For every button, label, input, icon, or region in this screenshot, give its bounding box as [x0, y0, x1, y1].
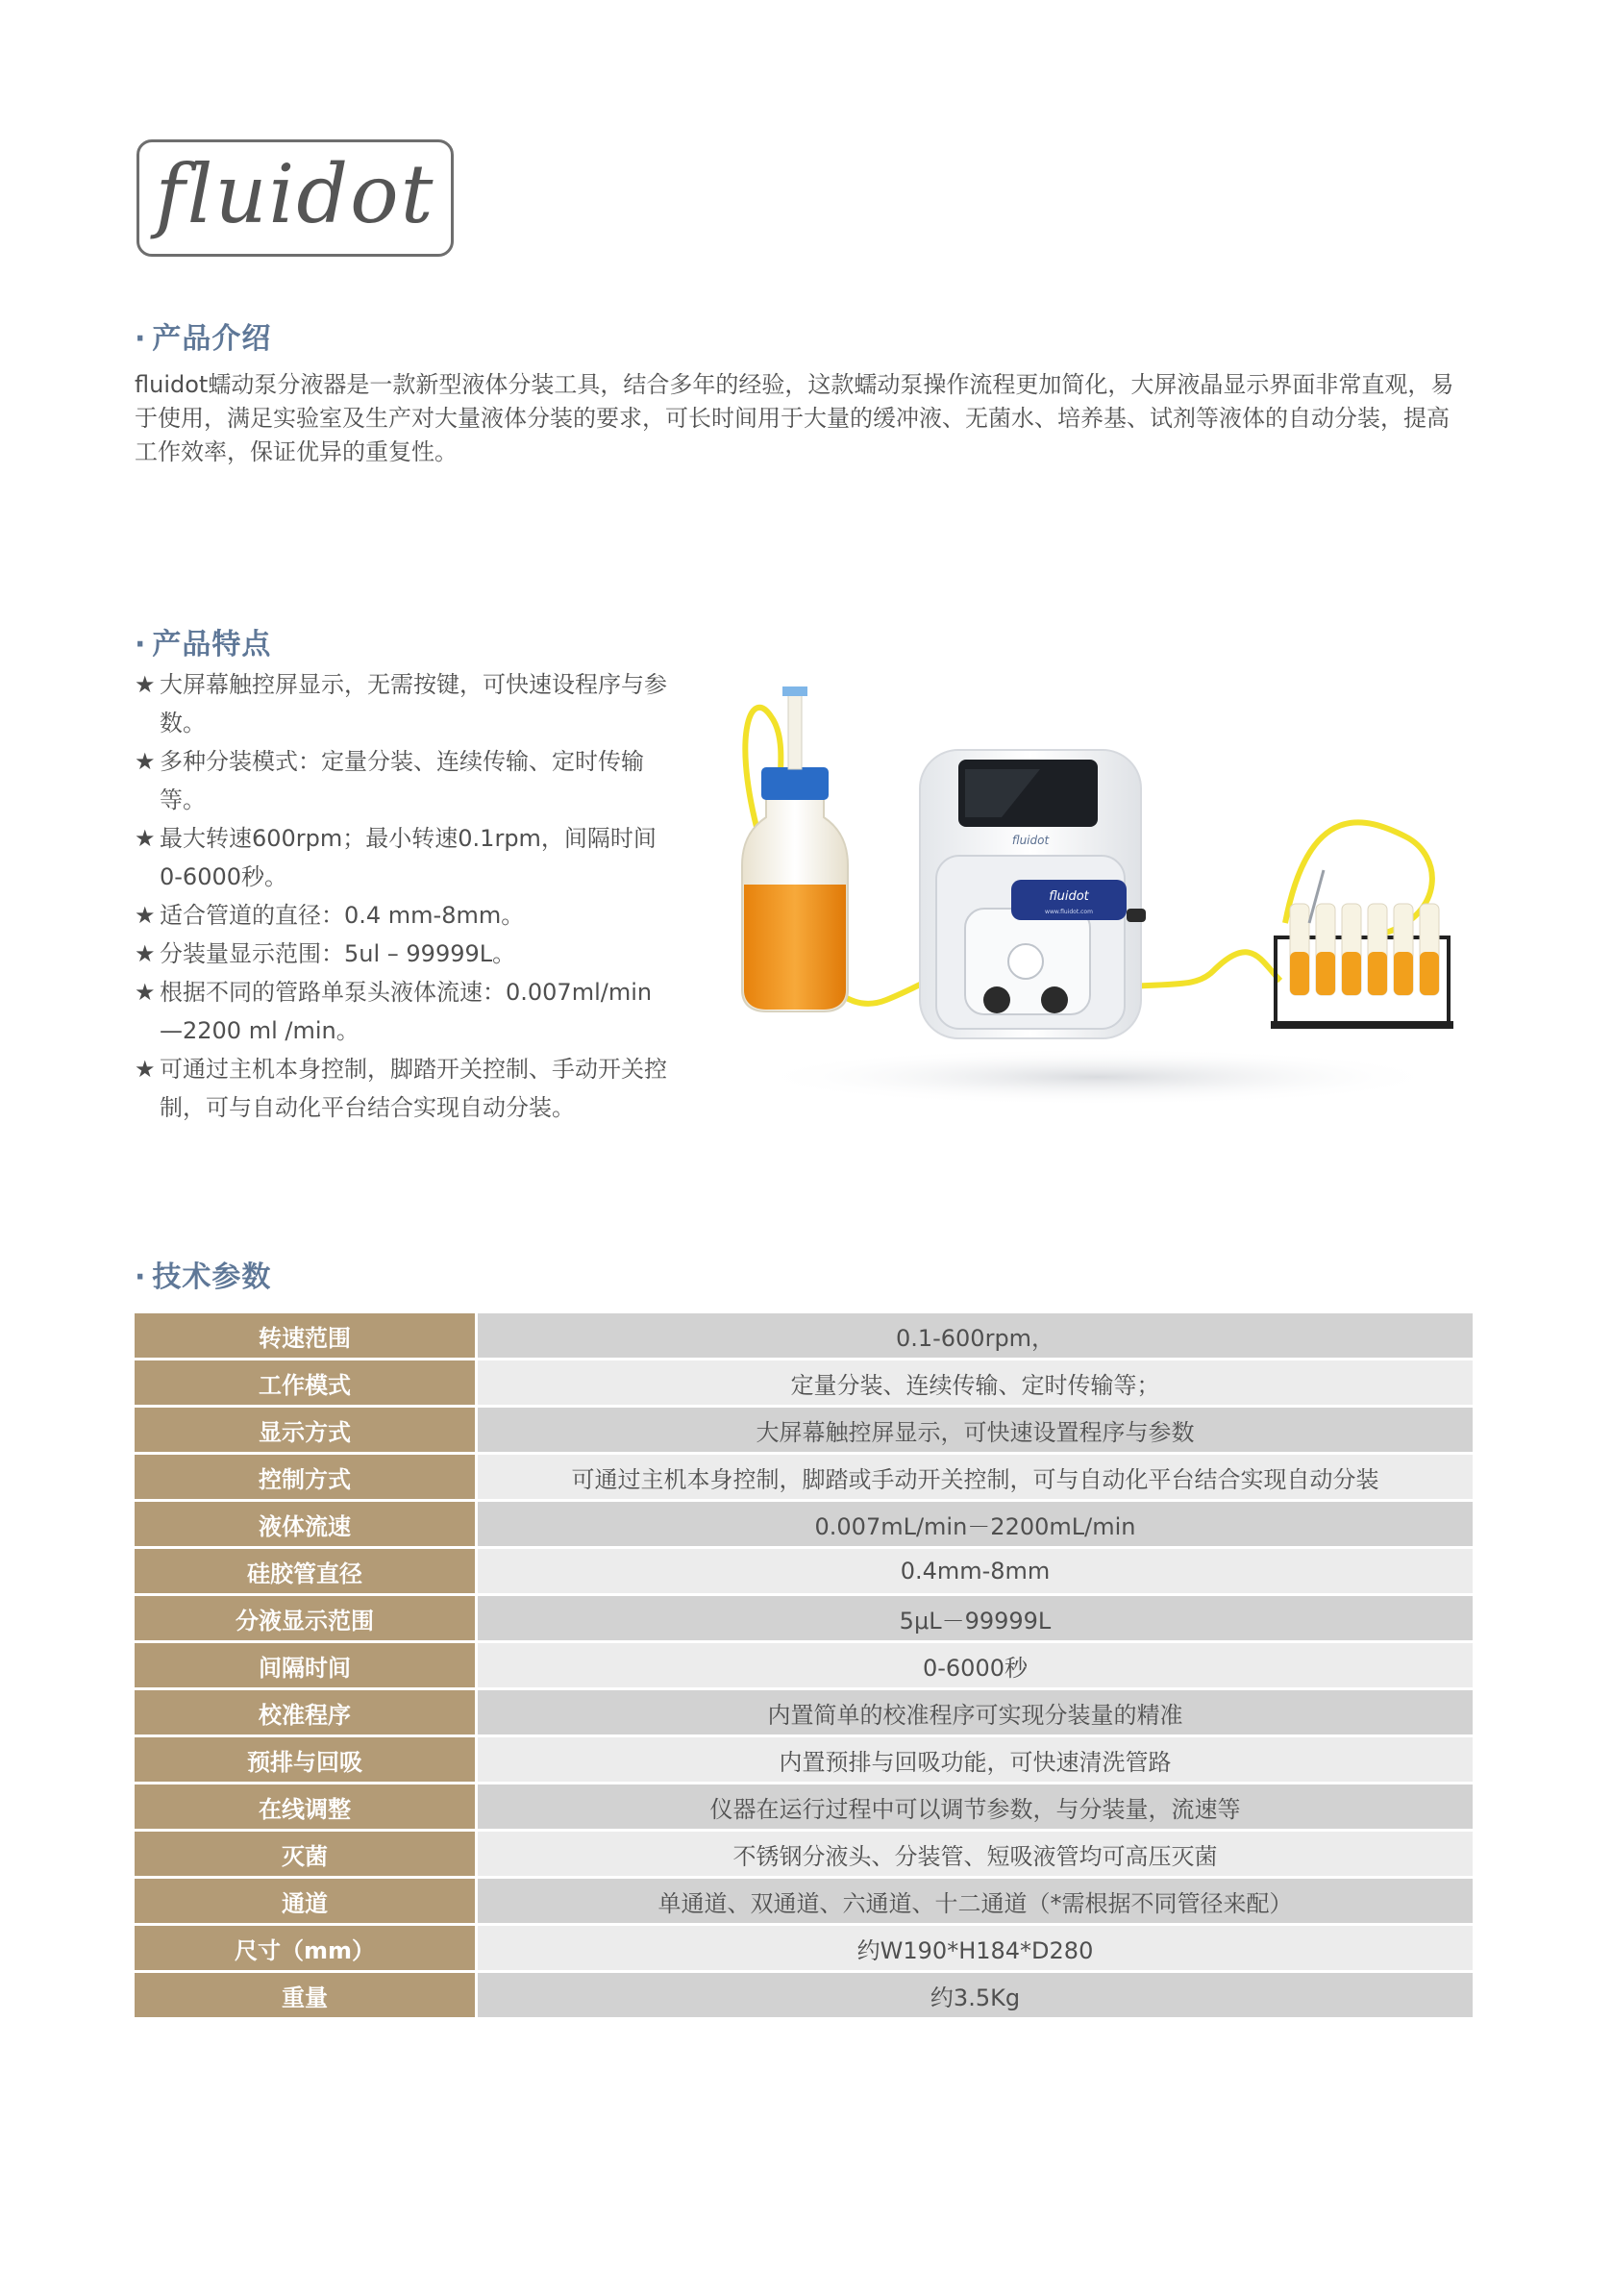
- product-photo: [713, 673, 1463, 1115]
- bottle-cap: [761, 767, 829, 800]
- spec-key: 分液显示范围: [135, 1596, 478, 1643]
- spec-key: 重量: [135, 1973, 478, 2020]
- bullet-dot-icon: ·: [135, 628, 147, 661]
- spec-key: 工作模式: [135, 1360, 478, 1408]
- spec-value: 可通过主机本身控制，脚踏或手动开关控制，可与自动化平台结合实现自动分装: [478, 1455, 1473, 1502]
- spec-key: 通道: [135, 1879, 478, 1926]
- tube-liquid: [1290, 952, 1309, 995]
- feature-item: [135, 973, 673, 1050]
- spec-key: 转速范围: [135, 1313, 478, 1360]
- feature-item: [135, 935, 673, 973]
- filter: [788, 692, 802, 769]
- pump-url-text: www.fluidot.com: [1045, 909, 1093, 915]
- spec-key: 灭菌: [135, 1832, 478, 1879]
- tube-liquid: [1368, 952, 1387, 995]
- feature-item: [135, 1050, 673, 1127]
- spec-key: 尺寸（mm）: [135, 1926, 478, 1973]
- table-row: [135, 1643, 1473, 1690]
- logo-text: fluidot: [155, 147, 435, 241]
- spec-value: 0.007mL/min－2200mL/min: [478, 1502, 1473, 1549]
- feature-text: 多种分装模式：定量分装、连续传输、定时传输等。: [160, 748, 644, 813]
- feature-item: [135, 665, 673, 742]
- rotor-hub: [1008, 944, 1043, 979]
- feature-text: 最大转速600rpm；最小转速0.1rpm，间隔时间0-6000秒。: [160, 825, 657, 890]
- bullet-dot-icon: ·: [135, 322, 147, 356]
- spec-key: 显示方式: [135, 1408, 478, 1455]
- spec-key: 校准程序: [135, 1690, 478, 1737]
- spec-value: 内置简单的校准程序可实现分装量的精准: [478, 1690, 1473, 1737]
- features-title: 产品特点: [152, 628, 272, 661]
- spec-value: 0-6000秒: [478, 1643, 1473, 1690]
- spec-value: 定量分装、连续传输、定时传输等；: [478, 1360, 1473, 1408]
- table-row: [135, 1549, 1473, 1596]
- feature-text: 可通过主机本身控制，脚踏开关控制、手动开关控制，可与自动化平台结合实现自动分装。: [160, 1056, 667, 1121]
- spec-value: 单通道、双通道、六通道、十二通道（*需根据不同管径来配）: [478, 1879, 1473, 1926]
- clamp-lever: [1127, 909, 1146, 922]
- table-row: [135, 1690, 1473, 1737]
- spec-value: 0.1-600rpm，: [478, 1313, 1473, 1360]
- star-icon: ★: [135, 940, 156, 967]
- spec-key: 硅胶管直径: [135, 1549, 478, 1596]
- peristaltic-pump: [920, 750, 1146, 1038]
- tube-liquid: [1420, 952, 1439, 995]
- table-row: [135, 1455, 1473, 1502]
- spec-value: 约3.5Kg: [478, 1973, 1473, 2020]
- section-title-features: [135, 620, 271, 662]
- star-icon: ★: [135, 748, 156, 775]
- spec-key: 间隔时间: [135, 1643, 478, 1690]
- intro-paragraph: fluidot蠕动泵分液器是一款新型液体分装工具，结合多年的经验，这款蠕动泵操作流程更加简化，大屏液晶显示界面非常直观，易于使用，满足实验室及生产对大量液体分装的要求，可长时间用于大量的缓冲液、无菌水、培养基、试剂等液体的自动分装，提高工作效率，保证优异的重复性。: [135, 371, 1454, 465]
- pump-brand-text: fluidot: [1011, 834, 1050, 847]
- bottle-liquid: [744, 885, 846, 1010]
- tube-liquid: [1316, 952, 1335, 995]
- feature-item: [135, 819, 673, 896]
- spec-key: 在线调整: [135, 1784, 478, 1832]
- feature-item: [135, 742, 673, 819]
- spec-key: 控制方式: [135, 1455, 478, 1502]
- table-row: [135, 1737, 1473, 1784]
- spec-key: 液体流速: [135, 1502, 478, 1549]
- feature-text: 大屏幕触控屏显示，无需按键，可快速设程序与参数。: [160, 671, 667, 736]
- star-icon: ★: [135, 825, 156, 852]
- pump-label-text: fluidot: [1049, 889, 1089, 904]
- star-icon: ★: [135, 1056, 156, 1083]
- section-title-specs: [135, 1253, 271, 1295]
- feature-list: [135, 665, 673, 1127]
- reagent-bottle: [742, 686, 848, 1011]
- star-icon: ★: [135, 979, 156, 1006]
- table-row: [135, 1926, 1473, 1973]
- table-row: [135, 1408, 1473, 1455]
- table-row: [135, 1784, 1473, 1832]
- table-row: [135, 1502, 1473, 1549]
- feature-text: 根据不同的管路单泵头液体流速：0.007ml/min—2200 ml /min。: [160, 979, 653, 1044]
- feature-text: 适合管道的直径：0.4 mm-8mm。: [160, 902, 525, 929]
- feature-text: 分装量显示范围：5ul – 99999L。: [160, 940, 516, 967]
- intro-title: 产品介绍: [152, 322, 272, 356]
- bullet-dot-icon: ·: [135, 1260, 147, 1294]
- head-knob-right: [1041, 986, 1068, 1013]
- specs-title: 技术参数: [152, 1260, 272, 1294]
- head-knob-left: [983, 986, 1010, 1013]
- spec-value: 0.4mm-8mm: [478, 1549, 1473, 1596]
- floor-shadow: [752, 1048, 1444, 1106]
- spec-value: 仪器在运行过程中可以调节参数，与分装量，流速等: [478, 1784, 1473, 1832]
- table-row: [135, 1832, 1473, 1879]
- table-row: [135, 1879, 1473, 1926]
- table-row: [135, 1360, 1473, 1408]
- spec-value: 不锈钢分液头、分装管、短吸液管均可高压灭菌: [478, 1832, 1473, 1879]
- spec-value: 大屏幕触控屏显示，可快速设置程序与参数: [478, 1408, 1473, 1455]
- table-row: [135, 1973, 1473, 2020]
- section-title-intro: [135, 314, 271, 357]
- star-icon: ★: [135, 671, 156, 698]
- filter-cap: [782, 686, 807, 696]
- table-row: [135, 1596, 1473, 1643]
- brand-logo: [136, 139, 454, 257]
- table-row: [135, 1313, 1473, 1360]
- spec-value: 约W190*H184*D280: [478, 1926, 1473, 1973]
- spec-table: [135, 1313, 1473, 2020]
- spec-value: 5μL－99999L: [478, 1596, 1473, 1643]
- rack-base: [1271, 1021, 1453, 1029]
- tube-rack: [1271, 870, 1453, 1029]
- feature-item: [135, 896, 673, 935]
- spec-key: 预排与回吸: [135, 1737, 478, 1784]
- spec-value: 内置预排与回吸功能，可快速清洗管路: [478, 1737, 1473, 1784]
- tube-liquid: [1394, 952, 1413, 995]
- star-icon: ★: [135, 902, 156, 929]
- tube-liquid: [1342, 952, 1361, 995]
